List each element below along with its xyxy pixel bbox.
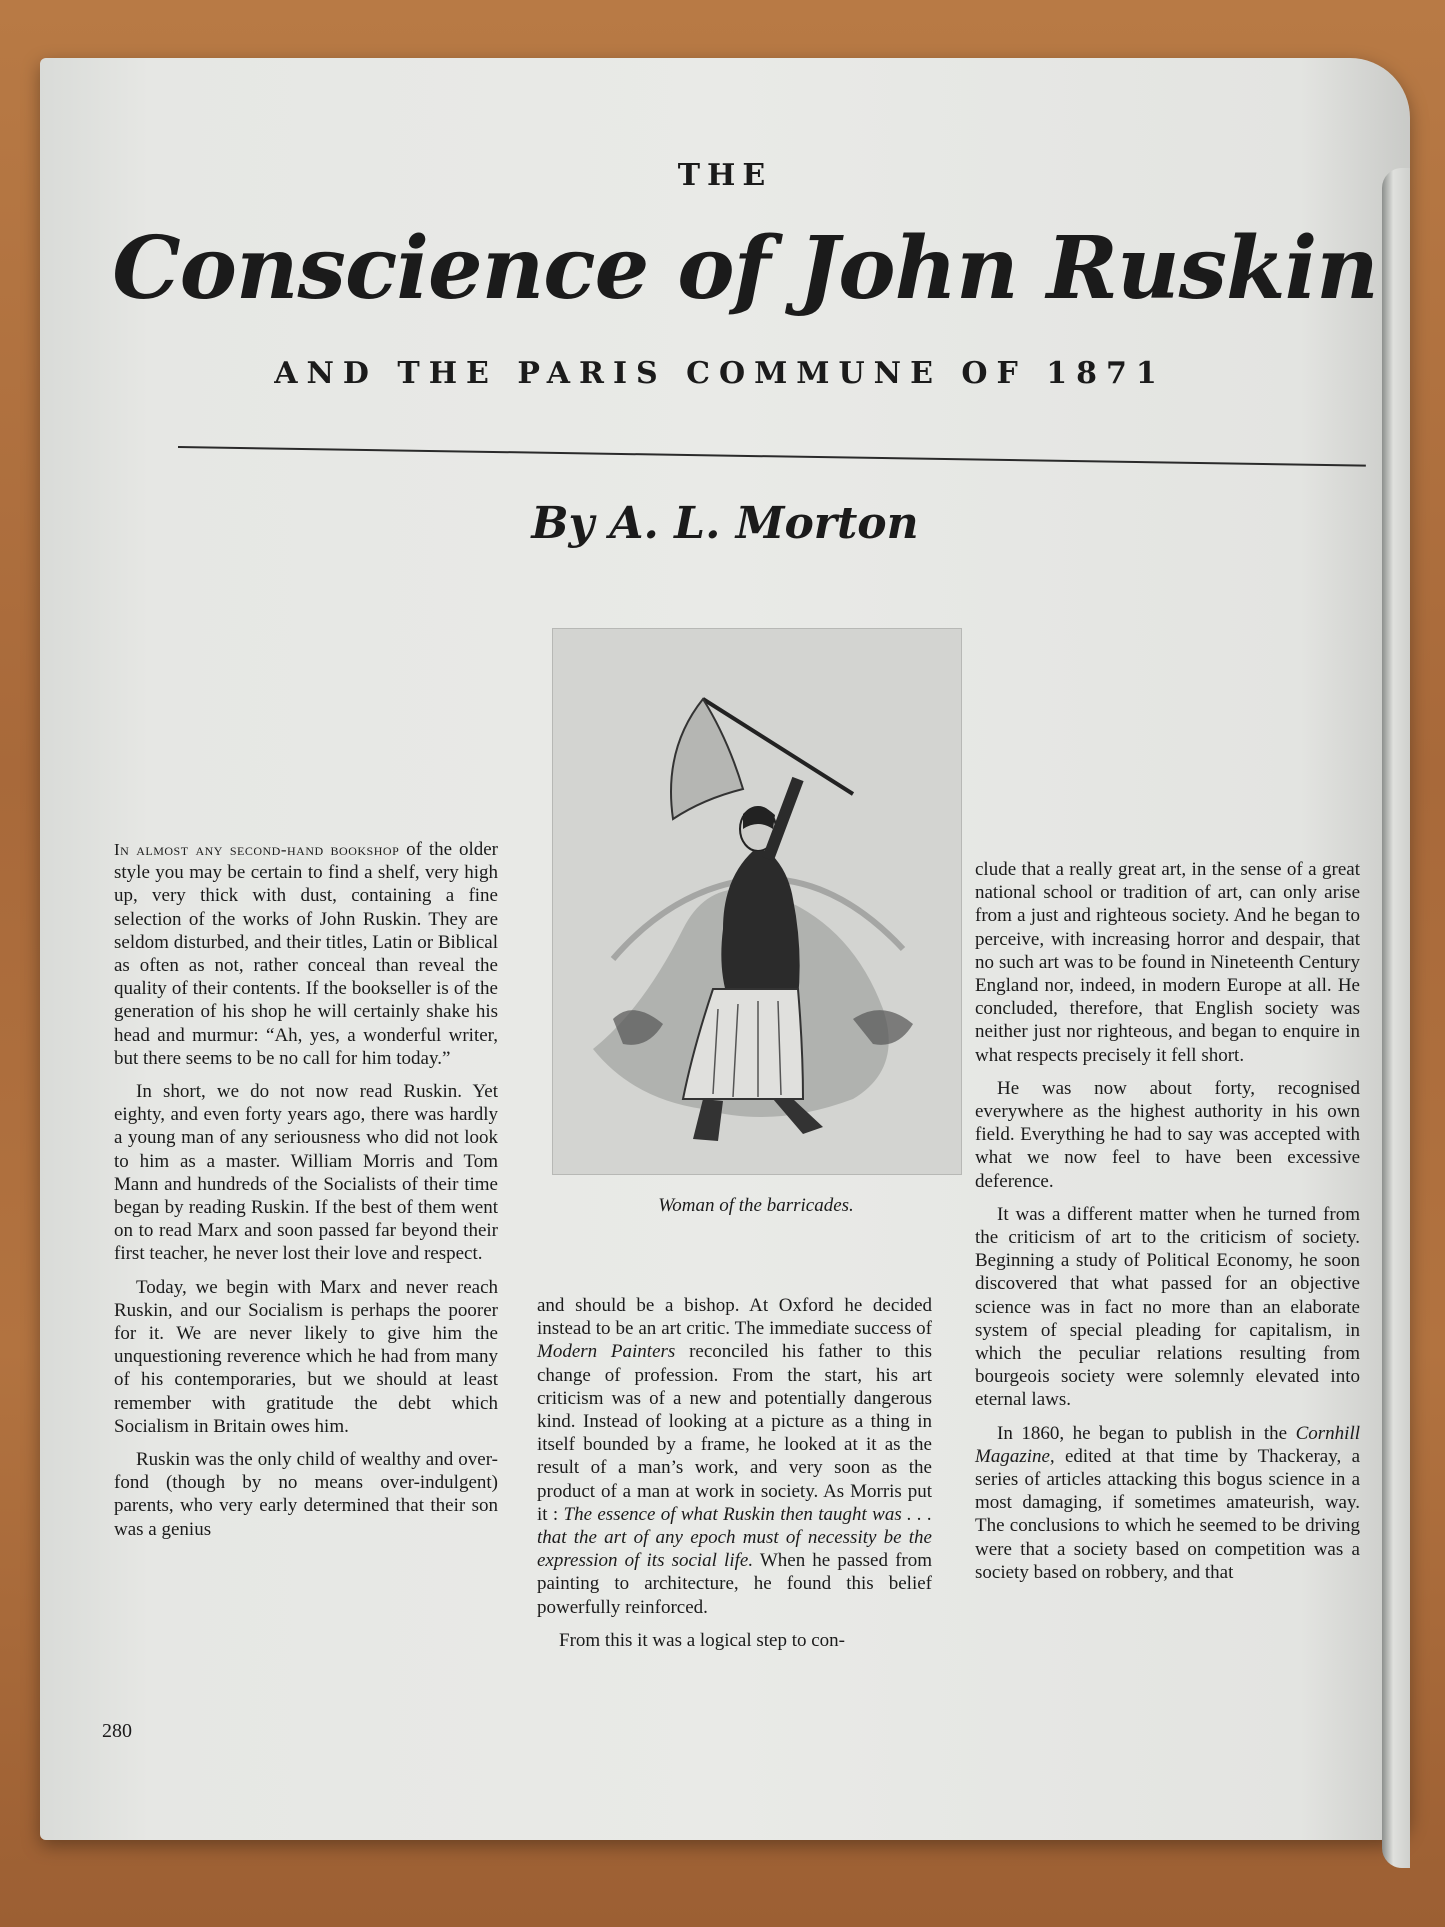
text-column-1	[114, 838, 498, 1551]
paragraph	[114, 838, 498, 1070]
paragraph-text: In 1860, he began to publish in the	[997, 1422, 1296, 1444]
magazine-page	[40, 58, 1410, 1840]
italic-quote: The essence of what Ruskin then taught was . . . that the art of any epoch must of necessity be the expression of its social life.	[537, 1503, 932, 1572]
paragraph	[975, 1422, 1360, 1584]
article-title: Conscience of John Ruskin	[112, 218, 1378, 319]
figure-caption: Woman of the barricades.	[658, 1195, 854, 1216]
italic-title: Cornhill Magazine,	[975, 1422, 1360, 1467]
paragraph	[537, 1294, 932, 1619]
paragraph: Today, we begin with Marx and never reach Ruskin, and our Socialism is perhaps the poorer for it. We are never likely to give him the unquestioning reverence which he had from many of his contemporaries, but we should at least remember with gratitude the debt which Socialism in Britain owes him.	[114, 1276, 498, 1437]
paragraph: From this it was a logical step to con-	[559, 1629, 846, 1651]
paragraph: clude that a really great art, in the sense of a great national school or tradition of art, can only arise from a just and righteous society. And he began to perceive, with increasing horror and despair, that no such art was to be found in Nineteenth Century England nor, indeed, in modern Europe at all. He concluded, therefore, that English society was neither just nor righteous, and began to enquire in what respects precisely it fell short.	[975, 859, 1360, 1066]
illustration-woman-of-barricades	[552, 628, 962, 1175]
paragraph: In short, we do not now read Ruskin. Yet eighty, and even forty years ago, there was hardly a young man of any seriousness who did not look to him as a master. William Morris and Tom Mann and hundreds of the Socialists of their time began by reading Ruskin. If the best of them went on to read Marx and soon passed far beyond their first teacher, he never lost their love and respect.	[114, 1081, 498, 1265]
paragraph: He was now about forty, recognised everywhere as the highest authority in his own field. Everything he had to say was accepted with what we now feel to have been excessive deference.	[975, 1077, 1360, 1192]
paragraph-text: reconciled his father to this change of profession. From the start, his art criticism was of a new and potentially dangerous kind. Instead of looking at a picture as a thing in itself bounded by a frame, he looked at it as the result of a man’s work, and very soon as the product of a man at work in society. As Morris put it :	[537, 1341, 932, 1525]
text-column-3	[975, 858, 1360, 1594]
paragraph-text: of the older style you may be certain to find a shelf, very high up, very thick with dust, containing a fine selection of the works of John Ruskin. They are seldom disturbed, and their titles, Latin or Biblical as often as not, rather conceal than reveal the quality of their contents. If the bookseller is of the generation of his shop he will certainly shake his head and murmur: “Ah, yes, a wonderful writer, but there seems to be no call for him today.”	[114, 839, 498, 1069]
italic-title: Modern Painters	[537, 1341, 676, 1363]
text-column-2	[537, 1294, 932, 1662]
article-subtitle: AND THE PARIS COMMUNE OF 1871	[274, 356, 1166, 391]
lead-in-smallcaps: In almost any second-hand bookshop	[114, 840, 400, 859]
illustration-drawing	[553, 629, 961, 1174]
title-kicker: THE	[677, 158, 773, 193]
paragraph: Ruskin was the only child of wealthy and over-fond (though by no means over-indulgent) parents, who very early determined that their son was a genius	[114, 1449, 498, 1540]
paragraph-text: edited at that time by Thackeray, a series of articles attacking this bogus science in a most damaging, if sometimes amateurish, way. The conclusions to which he seemed to be driving were that a society based on competition was a society based on robbery, and that	[975, 1445, 1360, 1583]
divider-rule	[178, 446, 1366, 467]
byline: By A. L. Morton	[531, 498, 919, 549]
next-page-edge	[1382, 168, 1410, 1868]
paragraph: It was a different matter when he turned from the criticism of art to the criticism of society. Beginning a study of Political Economy, he soon discovered that what passed for an objective science was in fact no more than an elaborate system of special pleading for capitalism, in which the peculiar relations resulting from bourgeois society were solemnly elevated into eternal laws.	[975, 1203, 1360, 1411]
paragraph-text: When he passed from painting to architecture, he found this belief powerfully reinforced.	[537, 1550, 932, 1618]
page-number: 280	[102, 1720, 132, 1742]
paragraph-text: and should be a bishop. At Oxford he decided instead to be an art critic. The immediate success of	[537, 1295, 932, 1340]
